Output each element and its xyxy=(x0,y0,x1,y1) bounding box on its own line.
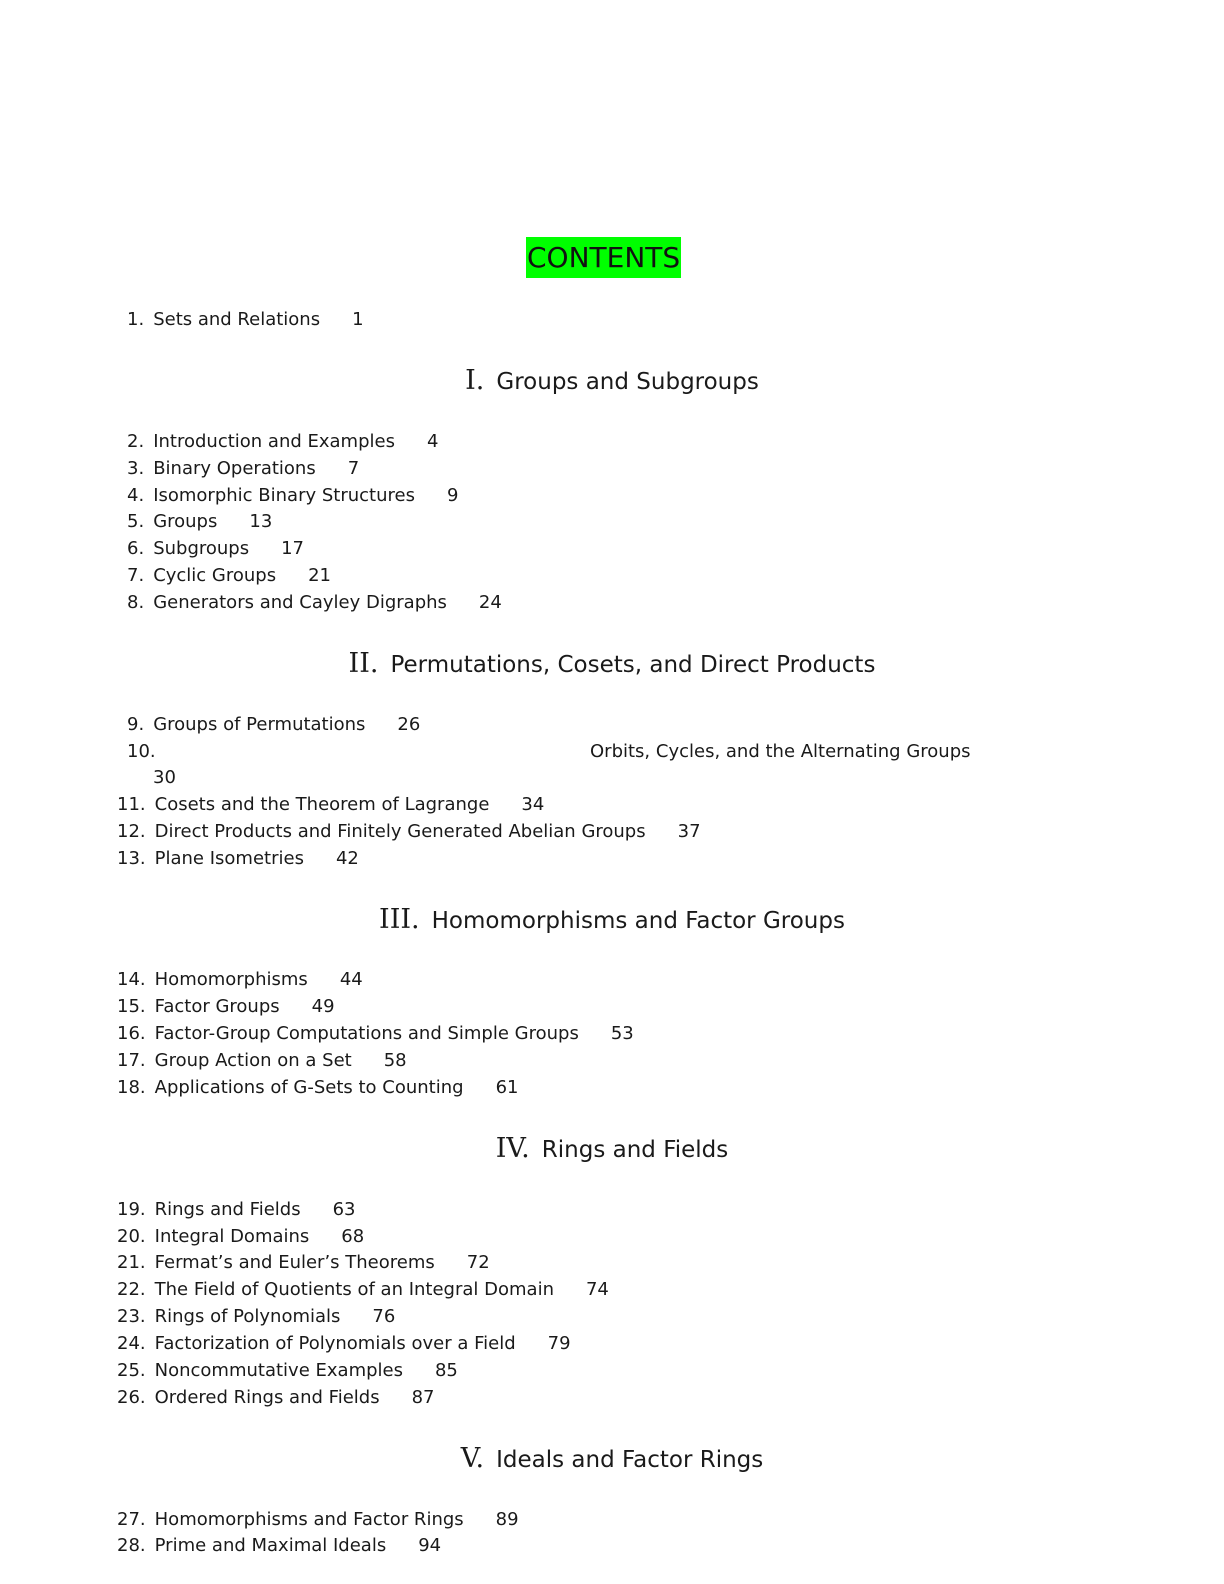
entry-number: 18. xyxy=(117,1077,146,1098)
entry-page: 9 xyxy=(446,485,459,506)
part-title: Homomorphisms and Factor Groups xyxy=(431,908,845,934)
entry-title[interactable]: Orbits, Cycles, and the Alternating Groups xyxy=(590,741,971,762)
entry-page: 72 xyxy=(466,1252,490,1273)
entry-number: 1. xyxy=(127,309,145,330)
entry-title: Homomorphisms and Factor Rings xyxy=(154,1509,464,1530)
entry-number: 14. xyxy=(117,969,146,990)
entry-number: 26. xyxy=(117,1387,146,1408)
part-numeral: III. xyxy=(379,904,420,935)
entry-title: Factor Groups xyxy=(154,996,280,1017)
toc-entry[interactable] xyxy=(117,1276,609,1303)
entry-page: 44 xyxy=(339,969,363,990)
toc-entry[interactable] xyxy=(117,966,363,993)
entry-page: 58 xyxy=(383,1050,407,1071)
toc-entry[interactable] xyxy=(117,1357,458,1384)
entry-number: 13. xyxy=(117,848,146,869)
part-title: Groups and Subgroups xyxy=(496,369,759,395)
toc-entry[interactable] xyxy=(117,1249,490,1276)
toc-entry[interactable] xyxy=(127,428,438,455)
entry-title: Subgroups xyxy=(153,538,250,559)
entry-title: Cyclic Groups xyxy=(153,565,277,586)
entry-number: 22. xyxy=(117,1279,146,1300)
entry-number: 10. xyxy=(127,741,156,762)
entry-page: 49 xyxy=(311,996,335,1017)
entry-page: 17 xyxy=(281,538,305,559)
entry-title: Prime and Maximal Ideals xyxy=(154,1535,387,1556)
entry-number: 5. xyxy=(127,511,145,532)
entry-title: Binary Operations xyxy=(153,458,316,479)
entry-number: 8. xyxy=(127,592,145,613)
toc-entry[interactable] xyxy=(127,455,359,482)
entry-page: 89 xyxy=(495,1509,519,1530)
entry-number: 9. xyxy=(127,714,145,735)
entry-title: Homomorphisms xyxy=(154,969,308,990)
toc-entry[interactable] xyxy=(117,1303,395,1330)
toc-entry[interactable] xyxy=(127,508,272,535)
toc-entry[interactable] xyxy=(127,535,304,562)
entry-title: Rings and Fields xyxy=(154,1199,301,1220)
entry-page: 85 xyxy=(434,1360,458,1381)
entry-title: Factor-Group Computations and Simple Groups xyxy=(154,1023,579,1044)
entry-page: 24 xyxy=(478,592,502,613)
entry-number: 6. xyxy=(127,538,145,559)
entry-number: 24. xyxy=(117,1333,146,1354)
entry-number: 12. xyxy=(117,821,146,842)
entry-number: 15. xyxy=(117,996,146,1017)
entry-title: Noncommutative Examples xyxy=(154,1360,403,1381)
part-title: Permutations, Cosets, and Direct Products xyxy=(390,652,876,678)
entry-page: 37 xyxy=(677,821,701,842)
entry-number: 20. xyxy=(117,1226,146,1247)
entry-number: 19. xyxy=(117,1199,146,1220)
part-numeral: I. xyxy=(465,365,485,396)
entry-page: 13 xyxy=(249,511,273,532)
entry-number: 3. xyxy=(127,458,145,479)
entry-title: Introduction and Examples xyxy=(153,431,395,452)
entry-title: Integral Domains xyxy=(154,1226,310,1247)
toc-entry[interactable] xyxy=(117,1020,634,1047)
entry-number: 4. xyxy=(127,485,145,506)
toc-entry[interactable] xyxy=(117,791,544,818)
entry-title: Sets and Relations xyxy=(153,309,321,330)
toc-entry[interactable] xyxy=(117,1506,519,1533)
part-heading xyxy=(0,905,1224,936)
entry-title: Plane Isometries xyxy=(154,848,304,869)
entry-title: Fermat’s and Euler’s Theorems xyxy=(154,1252,435,1273)
entry-title: Groups of Permutations xyxy=(153,714,366,735)
entry-page: 53 xyxy=(610,1023,634,1044)
entry-title: Generators and Cayley Digraphs xyxy=(153,592,447,613)
entry-page: 34 xyxy=(521,794,545,815)
page-title: CONTENTS xyxy=(526,237,681,278)
entry-title: The Field of Quotients of an Integral Domain xyxy=(154,1279,554,1300)
toc-entry[interactable] xyxy=(117,1384,434,1411)
toc-entry[interactable] xyxy=(117,1074,518,1101)
toc-entry[interactable] xyxy=(117,845,359,872)
entry-number: 17. xyxy=(117,1050,146,1071)
entry-page: 61 xyxy=(495,1077,519,1098)
part-numeral: II. xyxy=(348,648,379,679)
toc-entry[interactable] xyxy=(127,306,364,333)
toc-entry[interactable] xyxy=(127,482,458,509)
part-heading xyxy=(0,649,1224,680)
entry-number: 7. xyxy=(127,565,145,586)
entry-number: 21. xyxy=(117,1252,146,1273)
entry-page: 94 xyxy=(418,1535,442,1556)
entry-number: 27. xyxy=(117,1509,146,1530)
entry-title: Groups xyxy=(153,511,218,532)
toc-entry[interactable] xyxy=(127,562,331,589)
entry-page: 68 xyxy=(341,1226,365,1247)
part-heading xyxy=(0,366,1224,397)
toc-entry[interactable] xyxy=(127,711,420,738)
entry-title: Applications of G-Sets to Counting xyxy=(154,1077,464,1098)
entry-title: Rings of Polynomials xyxy=(154,1306,341,1327)
entry-number: 11. xyxy=(117,794,146,815)
toc-entry[interactable] xyxy=(117,1196,356,1223)
entry-page: 26 xyxy=(397,714,421,735)
toc-entry[interactable] xyxy=(117,1223,364,1250)
entry-page: 42 xyxy=(335,848,359,869)
entry-title: Ordered Rings and Fields xyxy=(154,1387,380,1408)
part-title: Ideals and Factor Rings xyxy=(496,1447,764,1473)
toc-entry[interactable] xyxy=(117,818,701,845)
entry-page: 76 xyxy=(372,1306,396,1327)
entry-page: 21 xyxy=(308,565,332,586)
toc-entry[interactable] xyxy=(117,1047,407,1074)
entry-page: 63 xyxy=(332,1199,356,1220)
toc-entry[interactable] xyxy=(117,1532,441,1559)
entry-number: 28. xyxy=(117,1535,146,1556)
entry-number: 23. xyxy=(117,1306,146,1327)
toc-entry[interactable] xyxy=(117,1330,571,1357)
entry-page: 87 xyxy=(411,1387,435,1408)
entry-number: 25. xyxy=(117,1360,146,1381)
entry-number: 2. xyxy=(127,431,145,452)
entry-page: 30 xyxy=(153,767,176,788)
entry-number: 16. xyxy=(117,1023,146,1044)
entry-page: 4 xyxy=(426,431,439,452)
part-title: Rings and Fields xyxy=(541,1137,729,1163)
entry-page: 79 xyxy=(547,1333,571,1354)
part-heading xyxy=(0,1444,1224,1475)
entry-title: Cosets and the Theorem of Lagrange xyxy=(154,794,490,815)
part-numeral: IV. xyxy=(495,1133,530,1164)
entry-page: 74 xyxy=(585,1279,609,1300)
entry-page: 7 xyxy=(347,458,360,479)
entry-title: Direct Products and Finitely Generated Abelian Groups xyxy=(154,821,646,842)
part-numeral: V. xyxy=(460,1443,485,1474)
part-heading xyxy=(0,1134,1224,1165)
entry-title: Isomorphic Binary Structures xyxy=(153,485,415,506)
entry-title: Factorization of Polynomials over a Field xyxy=(154,1333,516,1354)
toc-entry[interactable] xyxy=(127,589,502,616)
entry-page: 1 xyxy=(352,309,364,330)
entry-title: Group Action on a Set xyxy=(154,1050,352,1071)
toc-entry[interactable] xyxy=(117,993,335,1020)
